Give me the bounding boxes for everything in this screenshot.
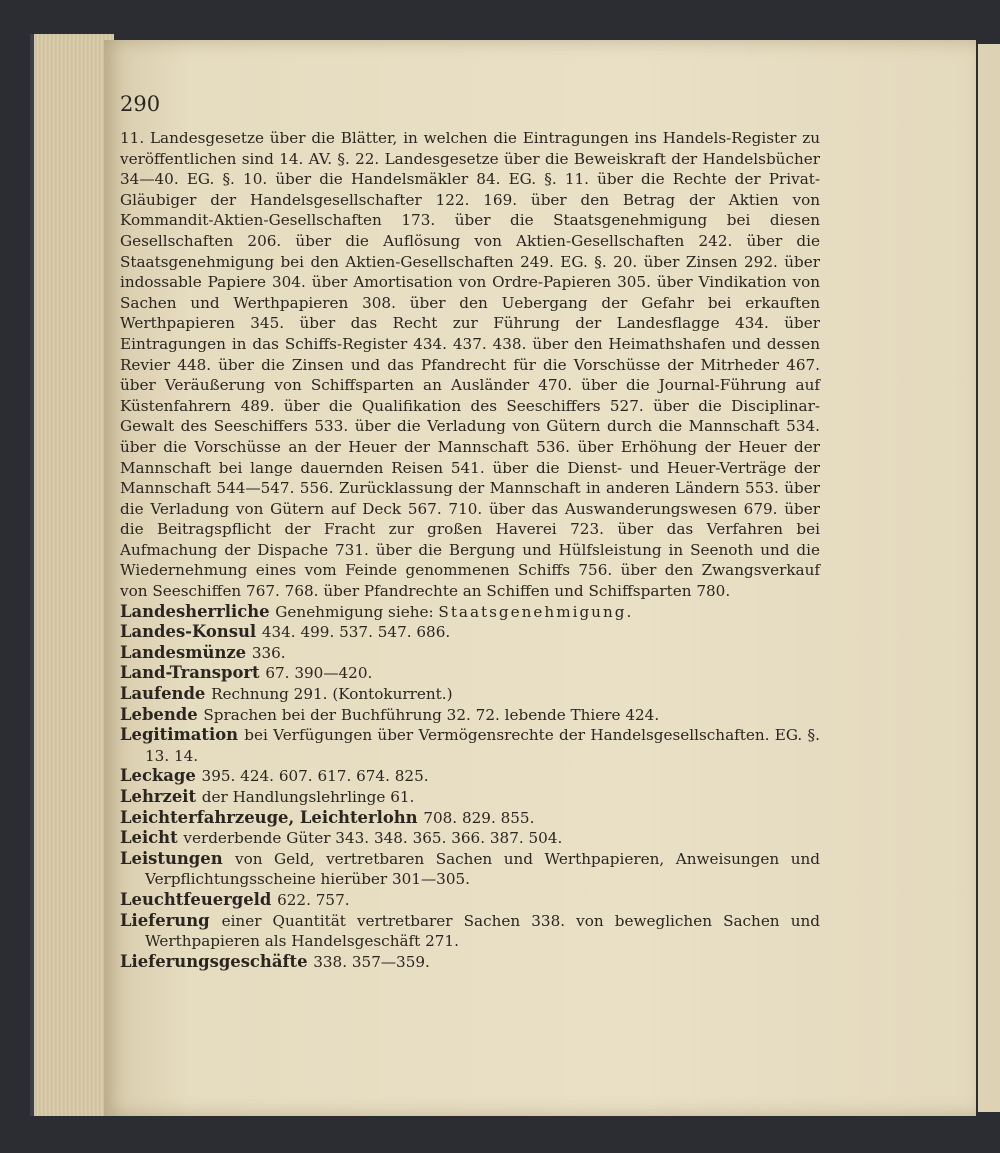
index-entry-text: verderbende Güter 343. 348. 365. 366. 387. 504.: [183, 829, 563, 848]
index-entry: [120, 952, 820, 973]
index-headword: Landesherrliche: [120, 601, 270, 621]
index-headword: Leistungen: [120, 848, 223, 868]
page-number: 290: [120, 92, 161, 116]
index-headword: Leuchtfeuergeld: [120, 889, 272, 909]
index-entry: [120, 828, 820, 849]
index-entry-text: 395. 424. 607. 617. 674. 825.: [201, 767, 429, 786]
index-headword: Leichterfahrzeuge, Leichterlohn: [120, 807, 418, 827]
index-headword: Leckage: [120, 766, 196, 786]
index-entry: [120, 602, 820, 623]
index-entries: [120, 602, 820, 973]
index-headword: Legitimation: [120, 725, 239, 745]
book-page-edges: [30, 34, 114, 1116]
index-entry: [120, 787, 820, 808]
continuation-paragraph: 11. Landesgesetze über die Blätter, in welchen die Eintragungen ins Handels-Register zu veröffentlichen sind 14. AV. §. 22. Landesgesetze über die Beweiskraft der Handelsbücher 34—40. EG. §. 10. über die Handelsmäkler 84. EG. §. 11. über die Rechte der Privat-Gläubiger der Handelsgesellschafter 122. 169. über den Betrag der Aktien von Kommandit-Aktien-Gesellschaften 173. über die Staatsgenehmigung bei diesen Gesellschaften 206. über die Auflösung von Aktien-Gesellschaften 242. über die Staatsgenehmigung bei den Aktien-Gesellschaften 249. EG. §. 20. über Zinsen 292. über indossable Papiere 304. über Amortisation von Ordre-Papieren 305. über Vindikation von Sachen und Werthpapieren 308. über den Uebergang der Gefahr bei erkauften Werthpapieren 345. über das Recht zur Führung der Landesflagge 434. über Eintragungen in das Schiffs-Register 434. 437. 438. über den Heimathshafen und dessen Revier 448. über die Zinsen und das Pfandrecht für die Vorschüsse der Mitrheder 467. über Veräußerung von Schiffsparten an Ausländer 470. über die Journal-Führung auf Küstenfahrern 489. über die Qualifikation des Seeschiffers 527. über die Disciplinar-Gewalt des Seeschiffers 533. über die Verladung von Gütern durch die Mannschaft 534. über die Vorschüsse an der Heuer der Mannschaft 536. über Erhöhung der Heuer der Mannschaft bei lange dauernden Reisen 541. über die Dienst- und Heuer-Verträge der Mannschaft 544—547. 556. Zurücklassung der Mannschaft in anderen Ländern 553. über die Verladung von Gütern auf Deck 567. 710. über das Auswanderungswesen 679. über die Beitragspflicht der Fracht zur großen Haverei 723. über das Verfahren bei Aufmachung der Dispache 731. über die Bergung und Hülfsleistung in Seenoth und die Wiedernehmung eines vom Feinde genommenen Schiffs 756. über den Zwangsverkauf von Seeschiffen 767. 768. über Pfandrechte an Schiffen und Schiffsparten 780.: [120, 129, 820, 601]
index-headword: Landesmünze: [120, 642, 247, 662]
index-headword: Lebende: [120, 704, 198, 724]
index-entry-text: Sprachen bei der Buchführung 32. 72. lebende Thiere 424.: [203, 705, 660, 724]
facing-page-edge: [978, 44, 1000, 1112]
index-entry-text: 434. 499. 537. 547. 686.: [261, 623, 451, 642]
index-entry: [120, 684, 820, 705]
index-headword: Lieferungsgeschäfte: [120, 951, 308, 971]
index-headword: Lehrzeit: [120, 787, 197, 806]
index-entry: [120, 643, 820, 664]
index-entry: [120, 911, 820, 952]
index-entry-text: bei Verfügungen über Vermögensrechte der Handelsgesellschaften. EG. §. 13. 14.: [145, 726, 820, 765]
index-text: [120, 128, 820, 972]
index-entry: [120, 808, 820, 829]
index-entry-text: 67. 390—420.: [265, 664, 373, 683]
index-entry-text: der Handlungslehrlinge 61.: [201, 788, 415, 806]
index-entry-text: Rechnung 291. (Kontokurrent.): [211, 685, 453, 704]
index-entry-text: einer Quantität vertretbarer Sachen 338. von beweglichen Sachen und Werthpapieren als Handelsgeschäft 271.: [145, 911, 820, 951]
index-headword: Lieferung: [120, 910, 210, 930]
index-entry: [120, 890, 820, 911]
index-headword: Land-Transport: [120, 663, 260, 683]
index-entry-text: 708. 829. 855.: [423, 808, 535, 827]
index-entry-text: Genehmigung siehe:: [275, 602, 439, 621]
index-headword: Laufende: [120, 684, 206, 704]
index-entry: [120, 766, 820, 787]
index-entry: [120, 705, 820, 726]
index-entry-text: 338. 357—359.: [313, 952, 430, 971]
index-entry-text: 336.: [251, 643, 286, 662]
index-entry: [120, 663, 820, 684]
index-entry: [120, 622, 820, 643]
index-entry: [120, 725, 820, 766]
index-headword: Leicht: [120, 828, 178, 848]
index-entry-text: von Geld, vertretbaren Sachen und Werthpapieren, Anweisungen und Verpflichtungsscheine hierüber 301—305.: [145, 849, 820, 889]
index-headword: Landes-Konsul: [120, 622, 257, 642]
index-entry: [120, 849, 820, 890]
index-entry-text: 622. 757.: [277, 890, 350, 909]
index-cross-reference: Staatsgenehmigung.: [438, 602, 634, 621]
